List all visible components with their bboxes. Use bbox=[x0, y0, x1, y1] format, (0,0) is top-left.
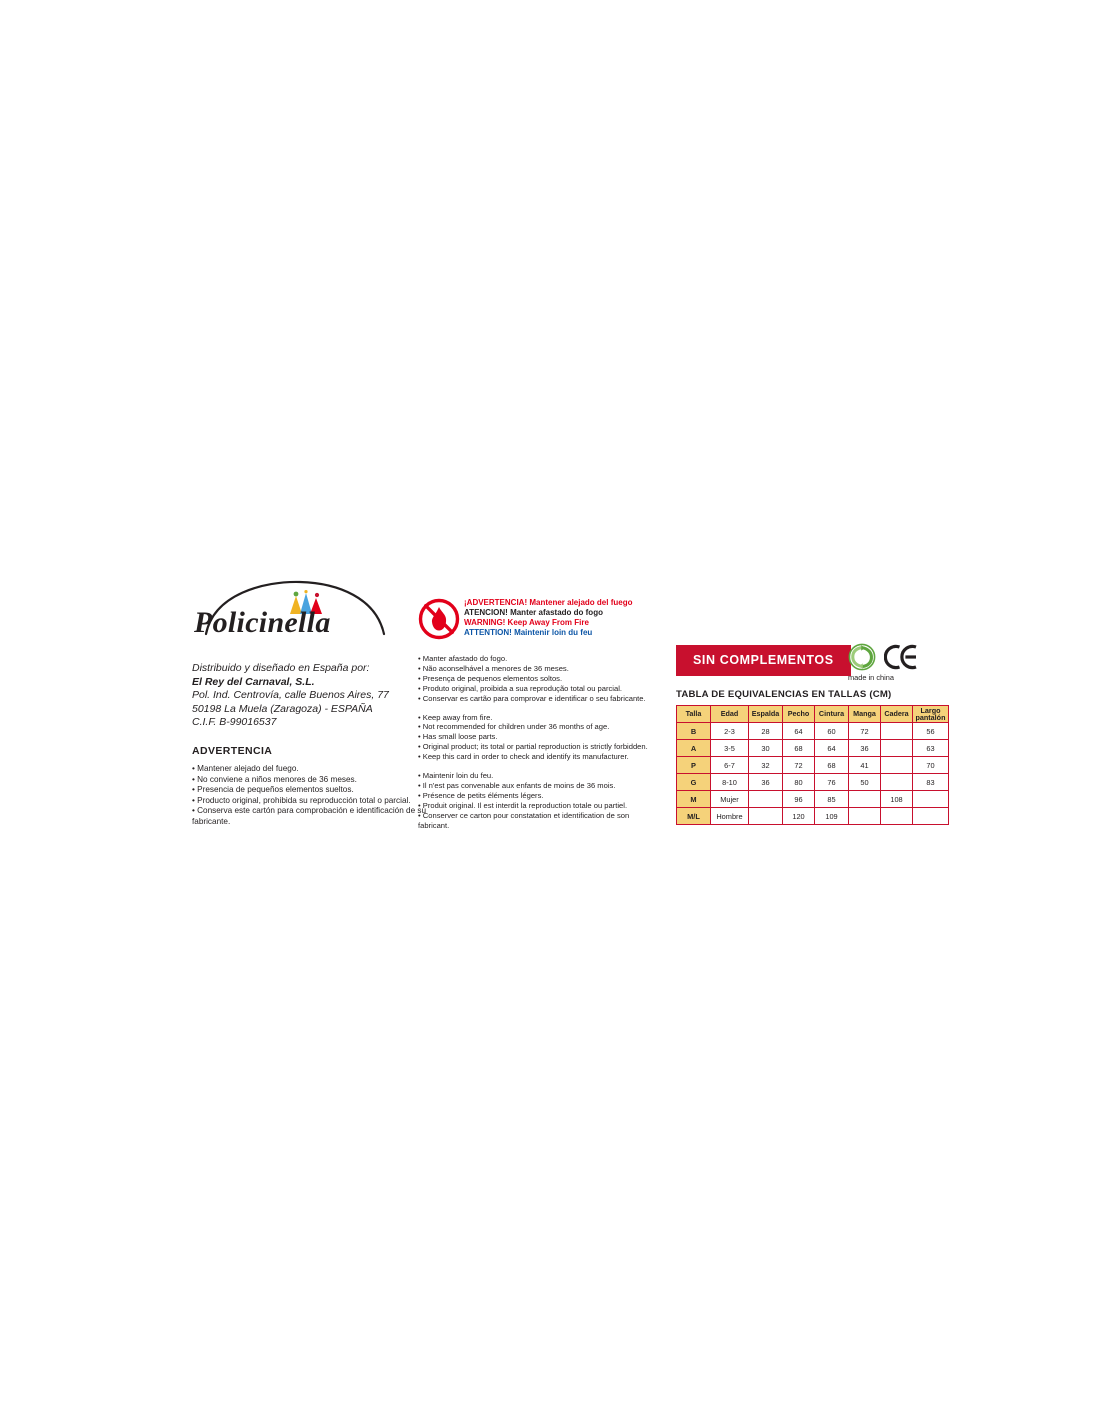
list-item: • Produto original, proibida a sua reprodução total ou parcial. bbox=[418, 683, 623, 693]
col-cintura: Cintura bbox=[815, 706, 849, 723]
cell-manga: 50 bbox=[849, 774, 881, 791]
cell-pecho: 96 bbox=[783, 791, 815, 808]
cell-espalda bbox=[749, 808, 783, 825]
cell-talla: A bbox=[677, 740, 711, 757]
table-row bbox=[677, 808, 949, 825]
certification-marks bbox=[848, 641, 938, 685]
table-header-row bbox=[677, 706, 949, 723]
company-address-line2: 50198 La Muela (Zaragoza) - ESPAÑA bbox=[192, 702, 373, 715]
list-item: • Keep this card in order to check and identify its manufacturer. bbox=[418, 752, 629, 762]
badge-row bbox=[676, 645, 936, 685]
table-row bbox=[677, 723, 949, 740]
cell-pecho: 120 bbox=[783, 808, 815, 825]
cell-manga: 36 bbox=[849, 740, 881, 757]
company-cif: C.I.F. B-99016537 bbox=[192, 716, 277, 729]
list-item: • Maintenir loin du feu. bbox=[418, 771, 494, 781]
cell-edad: 3-5 bbox=[711, 740, 749, 757]
cell-cintura: 60 bbox=[815, 723, 849, 740]
list-item: • Not recommended for children under 36 months of age. bbox=[418, 722, 610, 732]
warning-languages bbox=[464, 598, 632, 638]
warning-block-fr bbox=[418, 771, 643, 830]
list-item: • Mantener alejado del fuego. bbox=[192, 763, 299, 773]
cell-edad: 8-10 bbox=[711, 774, 749, 791]
cell-edad: Hombre bbox=[711, 808, 749, 825]
cell-cintura: 85 bbox=[815, 791, 849, 808]
list-item: • Présence de petits éléments légers. bbox=[418, 790, 544, 800]
list-item: • Il n'est pas convenable aux enfants de moins de 36 mois. bbox=[418, 780, 616, 790]
cell-cadera bbox=[881, 740, 913, 757]
cell-talla: M/L bbox=[677, 808, 711, 825]
cell-talla: G bbox=[677, 774, 711, 791]
cell-manga: 72 bbox=[849, 723, 881, 740]
table-row bbox=[677, 757, 949, 774]
cell-largo: 63 bbox=[913, 740, 949, 757]
list-item: • Produit original. Il est interdit la reproduction totale ou partiel. bbox=[418, 800, 628, 810]
cell-cintura: 109 bbox=[815, 808, 849, 825]
company-address-line1: Pol. Ind. Centrovía, calle Buenos Aires, 77 bbox=[192, 689, 389, 702]
list-item: • Producto original, prohibida su reproducción total o parcial. bbox=[192, 795, 411, 805]
cell-edad: 2-3 bbox=[711, 723, 749, 740]
list-item: • Presença de pequenos elementos soltos. bbox=[418, 673, 563, 683]
warning-block-pt bbox=[418, 654, 646, 704]
company-column bbox=[192, 580, 427, 828]
cell-talla: P bbox=[677, 757, 711, 774]
cell-espalda: 28 bbox=[749, 723, 783, 740]
company-address bbox=[192, 662, 427, 730]
cell-cadera bbox=[881, 808, 913, 825]
cell-cintura: 64 bbox=[815, 740, 849, 757]
cell-pecho: 64 bbox=[783, 723, 815, 740]
cell-largo: 83 bbox=[913, 774, 949, 791]
brand-name: Policinella bbox=[194, 606, 331, 639]
list-item: • Conservar es cartão para comprovar e identificar o seu fabricante. bbox=[418, 693, 646, 703]
table-row bbox=[677, 774, 949, 791]
cell-cintura: 68 bbox=[815, 757, 849, 774]
cell-pecho: 68 bbox=[783, 740, 815, 757]
list-item: • Conserver ce carton pour constatation et identification de son fabricant. bbox=[418, 810, 630, 830]
cell-edad: Mujer bbox=[711, 791, 749, 808]
col-edad: Edad bbox=[711, 706, 749, 723]
cell-talla: B bbox=[677, 723, 711, 740]
cell-espalda: 32 bbox=[749, 757, 783, 774]
cell-cintura: 76 bbox=[815, 774, 849, 791]
no-fire-icon bbox=[418, 598, 460, 640]
multilingual-warnings-column bbox=[418, 595, 648, 831]
cell-cadera bbox=[881, 723, 913, 740]
cell-espalda: 36 bbox=[749, 774, 783, 791]
list-item: • No conviene a niños menores de 36 meses. bbox=[192, 774, 357, 784]
table-row bbox=[677, 740, 949, 757]
size-table bbox=[676, 705, 949, 825]
list-item: • Original product; its total or partial reproduction is strictly forbidden. bbox=[418, 742, 648, 752]
company-name: El Rey del Carnaval, S.L. bbox=[192, 675, 315, 688]
cell-pecho: 80 bbox=[783, 774, 815, 791]
col-manga: Manga bbox=[849, 706, 881, 723]
sin-complementos-badge: SIN COMPLEMENTOS bbox=[676, 645, 851, 676]
col-largo-line1: Largo bbox=[920, 705, 941, 715]
list-item: • Keep away from fire. bbox=[418, 712, 493, 722]
company-intro: Distribuido y diseñado en España por: bbox=[192, 662, 370, 674]
cell-largo: 56 bbox=[913, 723, 949, 740]
cell-largo bbox=[913, 791, 949, 808]
advertencia-title: ADVERTENCIA bbox=[192, 744, 273, 757]
list-item: • Has small loose parts. bbox=[418, 732, 498, 742]
green-point-recycle-icon bbox=[848, 643, 876, 671]
warning-header bbox=[418, 595, 643, 645]
ce-mark-icon bbox=[884, 643, 918, 671]
col-talla: Talla bbox=[677, 706, 711, 723]
list-item: • Presencia de pequeños elementos sueltos. bbox=[192, 785, 354, 795]
cell-largo bbox=[913, 808, 949, 825]
advertencia-list bbox=[192, 764, 427, 828]
size-table-title: TABLA DE EQUIVALENCIAS EN TALLAS (CM) bbox=[676, 689, 892, 700]
warning-line-pt: ATENCION! Manter afastado do fogo bbox=[464, 608, 603, 617]
col-espalda: Espalda bbox=[749, 706, 783, 723]
cell-espalda bbox=[749, 791, 783, 808]
cell-cadera: 108 bbox=[881, 791, 913, 808]
cell-talla: M bbox=[677, 791, 711, 808]
cell-edad: 6-7 bbox=[711, 757, 749, 774]
made-in-label: made in china bbox=[848, 673, 895, 682]
sizes-column bbox=[676, 645, 946, 825]
cell-largo: 70 bbox=[913, 757, 949, 774]
cell-cadera bbox=[881, 757, 913, 774]
cell-pecho: 72 bbox=[783, 757, 815, 774]
col-cadera: Cadera bbox=[881, 706, 913, 723]
cell-cadera bbox=[881, 774, 913, 791]
col-pecho: Pecho bbox=[783, 706, 815, 723]
cell-manga: 41 bbox=[849, 757, 881, 774]
list-item: • Manter afastado do fogo. bbox=[418, 654, 508, 663]
table-row bbox=[677, 791, 949, 808]
cell-manga bbox=[849, 791, 881, 808]
cell-espalda: 30 bbox=[749, 740, 783, 757]
list-item: • Não aconselhável a menores de 36 meses. bbox=[418, 663, 569, 673]
warning-line-en: WARNING! Keep Away From Fire bbox=[464, 618, 589, 627]
warning-line-es: ¡ADVERTENCIA! Mantener alejado del fuego bbox=[464, 598, 633, 607]
col-largo-line2: pantalón bbox=[915, 713, 946, 722]
col-largo-pantalon bbox=[913, 706, 949, 723]
cell-manga bbox=[849, 808, 881, 825]
brand-logo bbox=[194, 580, 394, 652]
warning-block-en bbox=[418, 712, 648, 763]
list-item: • Conserva este cartón para comprobación e identificación de su fabricante. bbox=[192, 806, 427, 826]
warning-line-fr: ATTENTION! Maintenir loin du feu bbox=[464, 628, 593, 637]
